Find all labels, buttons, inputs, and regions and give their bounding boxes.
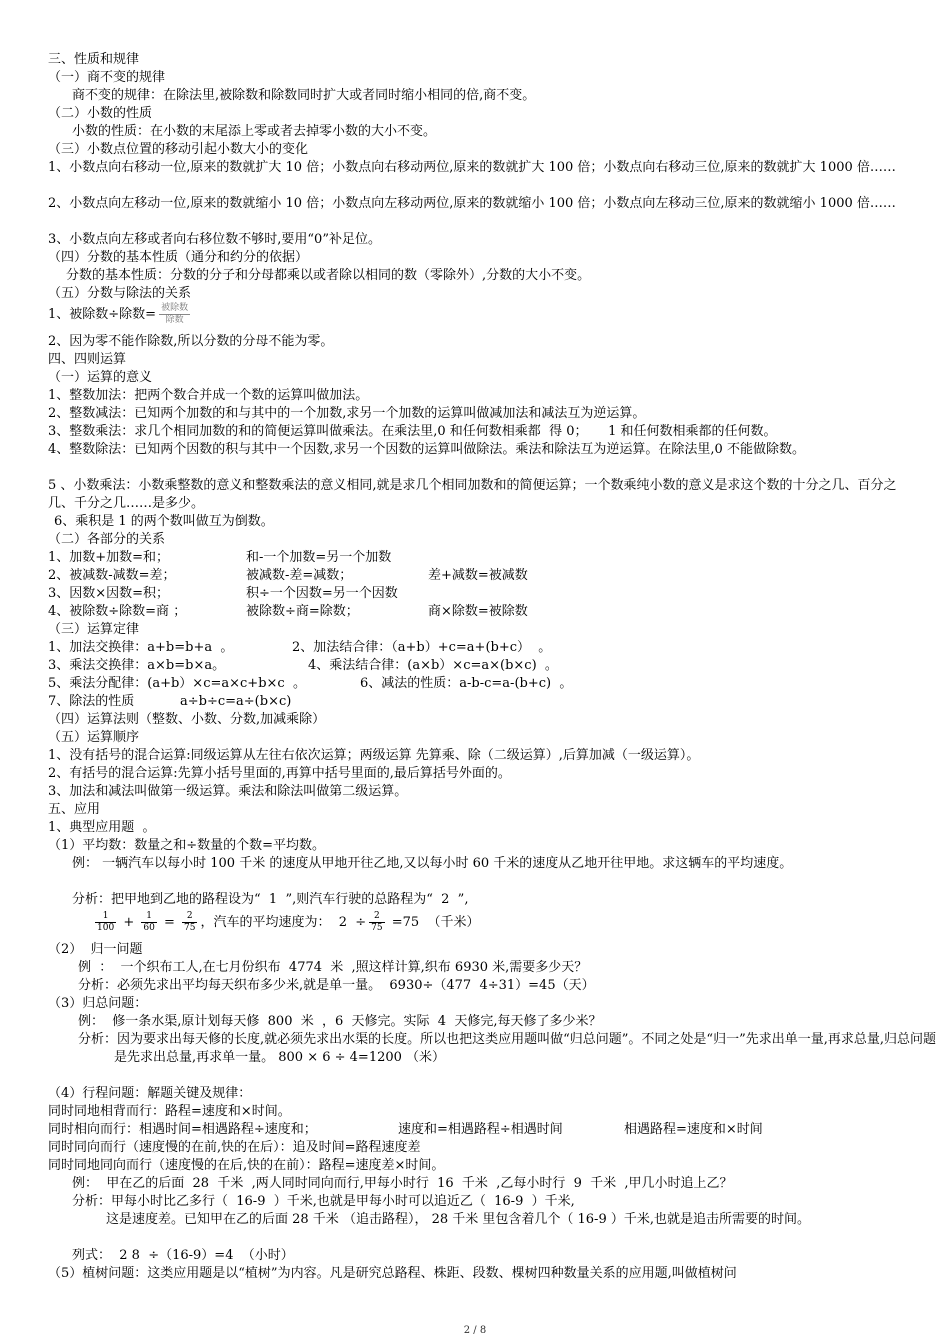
tree-problem: （5）植树问题：这类应用题是以“植树”为内容。凡是研究总路程、株距、段数、棵树四种数量关系的应用题,叫做植树问 bbox=[48, 1266, 737, 1281]
law-5: 5、乘法分配律：(a+b）×c=a×c+b×c 。 bbox=[48, 676, 306, 691]
relation-4b: 被除数÷商=除数； bbox=[246, 604, 359, 619]
denominator: 60 bbox=[143, 923, 155, 933]
heading-3-4: （四）分数的基本性质（通分和约分的依据） bbox=[48, 250, 309, 265]
order-1: 1、没有括号的混合运算:同级运算从左往右依次运算；两级运算 先算乘、除（二级运算）,后算加减（一级运算）。 bbox=[48, 748, 700, 763]
numerator: 1 bbox=[141, 911, 156, 923]
relation-4c: 商×除数=被除数 bbox=[428, 604, 528, 619]
relation-3b: 积÷一个因数=另一个因数 bbox=[246, 586, 398, 601]
relation-2a: 2、被减数-减数=差； bbox=[48, 568, 176, 583]
numerator: 2 bbox=[369, 911, 384, 923]
item-4-1-5: 5 、小数乘法：小数乘整数的意义和整数乘法的意义相同,就是求几个相同加数和的简便运算；一个数乘纯小数的意义是求这个数的十分之几、百分之几、千分之几……是多少。 bbox=[48, 478, 897, 512]
para-3-2: 小数的性质：在小数的末尾添上零或者去掉零小数的大小不变。 bbox=[72, 124, 437, 139]
travel-rule-2b: 速度和=相遇路程÷相遇时间 bbox=[398, 1122, 563, 1137]
denominator: 100 bbox=[97, 923, 115, 933]
travel-calculation: 列式： 2 8 ÷（16-9）=4 （小时） bbox=[72, 1248, 294, 1263]
fraction-dividend-over-divisor bbox=[159, 303, 190, 326]
law-7: 7、除法的性质 bbox=[48, 694, 135, 709]
numerator: 1 bbox=[95, 911, 116, 923]
para-3-1: 商不变的规律：在除法里,被除数和除数同时扩大或者同时缩小相同的倍,商不变。 bbox=[72, 88, 536, 103]
average-title: （1）平均数：数量之和÷数量的个数=平均数。 bbox=[48, 838, 326, 853]
heading-4-2: （二）各部分的关系 bbox=[48, 532, 166, 547]
item-4-1-3: 3、整数乘法：求几个相同加数的和的简便运算叫做乘法。在乘法里,0 和任何数相乘都 得 0； 1 和任何数相乘都的任何数。 bbox=[48, 424, 777, 439]
heading-4-5: （五）运算顺序 bbox=[48, 730, 140, 745]
item-3-5-2: 2、因为零不能作除数,所以分数的分母不能为零。 bbox=[48, 334, 334, 349]
travel-problem-title: （4）行程问题：解题关键及规律： bbox=[48, 1086, 252, 1101]
fraction-1-60 bbox=[141, 911, 156, 934]
travel-rule-2a: 同时相向而行：相遇时间=相遇路程÷速度和； bbox=[48, 1122, 317, 1137]
heading-3-3: （三）小数点位置的移动引起小数大小的变化 bbox=[48, 142, 309, 157]
heading-4-4: （四）运算法则（整数、小数、分数,加减乘除） bbox=[48, 712, 326, 727]
heading-4-3: （三）运算定律 bbox=[48, 622, 140, 637]
law-4: 4、乘法结合律：(a×b）×c=a×(b×c) 。 bbox=[308, 658, 558, 673]
relation-1b: 和-一个加数=另一个加数 bbox=[246, 550, 392, 565]
heading-3-2: （二）小数的性质 bbox=[48, 106, 153, 121]
unit-problem-title: （2） 归一问题 bbox=[48, 942, 143, 957]
travel-rule-1: 同时同地相背而行：路程=速度和×时间。 bbox=[48, 1104, 291, 1119]
item-3-3-3: 3、小数点向左移或者向右移位数不够时,要用“0”补足位。 bbox=[48, 232, 381, 247]
item-4-1-6: 6、乘积是 1 的两个数叫做互为倒数。 bbox=[54, 514, 274, 529]
item-3-3-1: 1、小数点向右移动一位,原来的数就扩大 10 倍；小数点向右移动两位,原来的数就扩大 100 倍；小数点向右移动三位,原来的数就扩大 1000 倍…… bbox=[48, 160, 896, 175]
section-3-title: 三、性质和规律 bbox=[48, 52, 140, 67]
section-4-title: 四、四则运算 bbox=[48, 352, 127, 367]
heading-3-1: （一）商不变的规律 bbox=[48, 70, 166, 85]
item-3-3-2: 2、小数点向左移动一位,原来的数就缩小 10 倍；小数点向左移动两位,原来的数就缩小 100 倍；小数点向左移动三位,原来的数就缩小 1000 倍…… bbox=[48, 196, 896, 211]
heading-3-5: （五）分数与除法的关系 bbox=[48, 286, 192, 301]
travel-rule-2c: 相遇路程=速度和×时间 bbox=[624, 1122, 763, 1137]
average-analysis: 分析：把甲地到乙地的路程设为“ 1 ”,则汽车行驶的总路程为“ 2 ”, bbox=[72, 892, 469, 907]
item-3-5-1-text: 1、被除数÷除数= bbox=[48, 307, 157, 322]
total-problem-title: （3）归总问题： bbox=[48, 996, 148, 1011]
travel-rule-4: 同时同地同向而行（速度慢的在后,快的在前）：路程=速度差×时间。 bbox=[48, 1158, 445, 1173]
heading-5-1: 1、典型应用题 。 bbox=[48, 820, 156, 835]
item-4-1-1: 1、整数加法：把两个数合并成一个数的运算叫做加法。 bbox=[48, 388, 369, 403]
travel-rule-3: 同时同向而行（速度慢的在前,快的在后）：追及时间=路程速度差 bbox=[48, 1140, 421, 1155]
fraction-2-75 bbox=[182, 911, 197, 934]
fraction-1-100 bbox=[95, 911, 116, 934]
average-example: 例： 一辆汽车以每小时 100 千米 的速度从甲地开往乙地,又以每小时 60 千米的速度从乙地开往甲地。求这辆车的平均速度。 bbox=[72, 856, 793, 871]
para-3-4: 分数的基本性质：分数的分子和分母都乘以或者除以相同的数（零除外）,分数的大小不变。 bbox=[66, 268, 591, 283]
law-1: 1、加法交换律：a+b=b+a 。 bbox=[48, 640, 234, 655]
relation-4a: 4、被除数÷除数=商 ； bbox=[48, 604, 187, 619]
heading-4-1: （一）运算的意义 bbox=[48, 370, 153, 385]
order-3: 3、加法和减法叫做第一级运算。乘法和除法叫做第二级运算。 bbox=[48, 784, 408, 799]
total-problem-analysis: 分析：因为要求出每天修的长度,就必须先求出水渠的长度。所以也把这类应用题叫做“归总问题”。不同之处是“归一”先求出单一量,再求总量,归总问题是先求出总量,再求单一量。 800 × 6 ÷ 4=1200 （米） bbox=[78, 1032, 936, 1066]
denominator: 75 bbox=[371, 923, 383, 933]
travel-example: 例： 甲在乙的后面 28 千米 ,两人同时同向而行,甲每小时行 16 千米 ,乙每小时行 9 千米 ,甲几小时追上乙？ bbox=[72, 1176, 733, 1191]
section-5-title: 五、应用 bbox=[48, 802, 101, 817]
denominator: 75 bbox=[184, 923, 196, 933]
numerator: 2 bbox=[182, 911, 197, 923]
average-formula-middle: ，汽车的平均速度为： 2 ÷ bbox=[200, 915, 367, 930]
plus-sign: + bbox=[123, 915, 135, 930]
average-formula-result: =75 （千米） bbox=[391, 915, 480, 930]
item-4-1-4: 4、整数除法：已知两个因数的积与其中一个因数,求另一个因数的运算叫做除法。乘法和除法互为逆运算。在除法里,0 不能做除数。 bbox=[48, 442, 805, 457]
fraction-2-75-b bbox=[369, 911, 384, 934]
relation-3a: 3、因数×因数=积； bbox=[48, 586, 170, 601]
order-2: 2、有括号的混合运算:先算小括号里面的,再算中括号里面的,最后算括号外面的。 bbox=[48, 766, 511, 781]
page-number: 2 / 8 bbox=[463, 1325, 487, 1336]
fraction-denominator: 除数 bbox=[165, 315, 184, 325]
law-2: 2、加法结合律：（a+b）+c=a+(b+c） 。 bbox=[292, 640, 552, 655]
travel-analysis-1: 分析：甲每小时比乙多行（ 16-9 ）千米,也就是甲每小时可以追近乙（ 16-9 ）千米, bbox=[72, 1194, 575, 1209]
law-7-formula: a÷b÷c=a÷(b×c) bbox=[180, 694, 292, 709]
item-4-1-2: 2、整数减法：已知两个加数的和与其中的一个加数,求另一个加数的运算叫做减加法和减法互为逆运算。 bbox=[48, 406, 646, 421]
travel-analysis-2: 这是速度差。已知甲在乙的后面 28 千米 （追击路程）， 28 千米 里包含着几个（ 16-9 ）千米,也就是追击所需要的时间。 bbox=[106, 1212, 810, 1227]
relation-2b: 被减数-差=减数； bbox=[246, 568, 353, 583]
unit-problem-example: 例 ： 一个织布工人,在七月份织布 4774 米 ,照这样计算,织布 6930 米,需要多少天？ bbox=[78, 960, 588, 975]
average-formula bbox=[92, 910, 479, 936]
relation-2c: 差+减数=被减数 bbox=[428, 568, 528, 583]
law-6: 6、减法的性质：a-b-c=a-(b+c) 。 bbox=[360, 676, 573, 691]
relation-1a: 1、加数+加数=和； bbox=[48, 550, 170, 565]
fraction-numerator: 被除数 bbox=[161, 303, 189, 313]
law-3: 3、乘法交换律：a×b=b×a。 bbox=[48, 658, 226, 673]
unit-problem-analysis: 分析：必须先求出平均每天织布多少米,就是单一量。 6930÷（477 4÷31）=45（天） bbox=[78, 978, 595, 993]
equals-sign: = bbox=[163, 915, 175, 930]
total-problem-example: 例： 修一条水渠,原计划每天修 800 米 ，6 天修完。实际 4 天修完,每天修了多少米？ bbox=[78, 1014, 602, 1029]
item-3-5-1 bbox=[48, 301, 193, 329]
